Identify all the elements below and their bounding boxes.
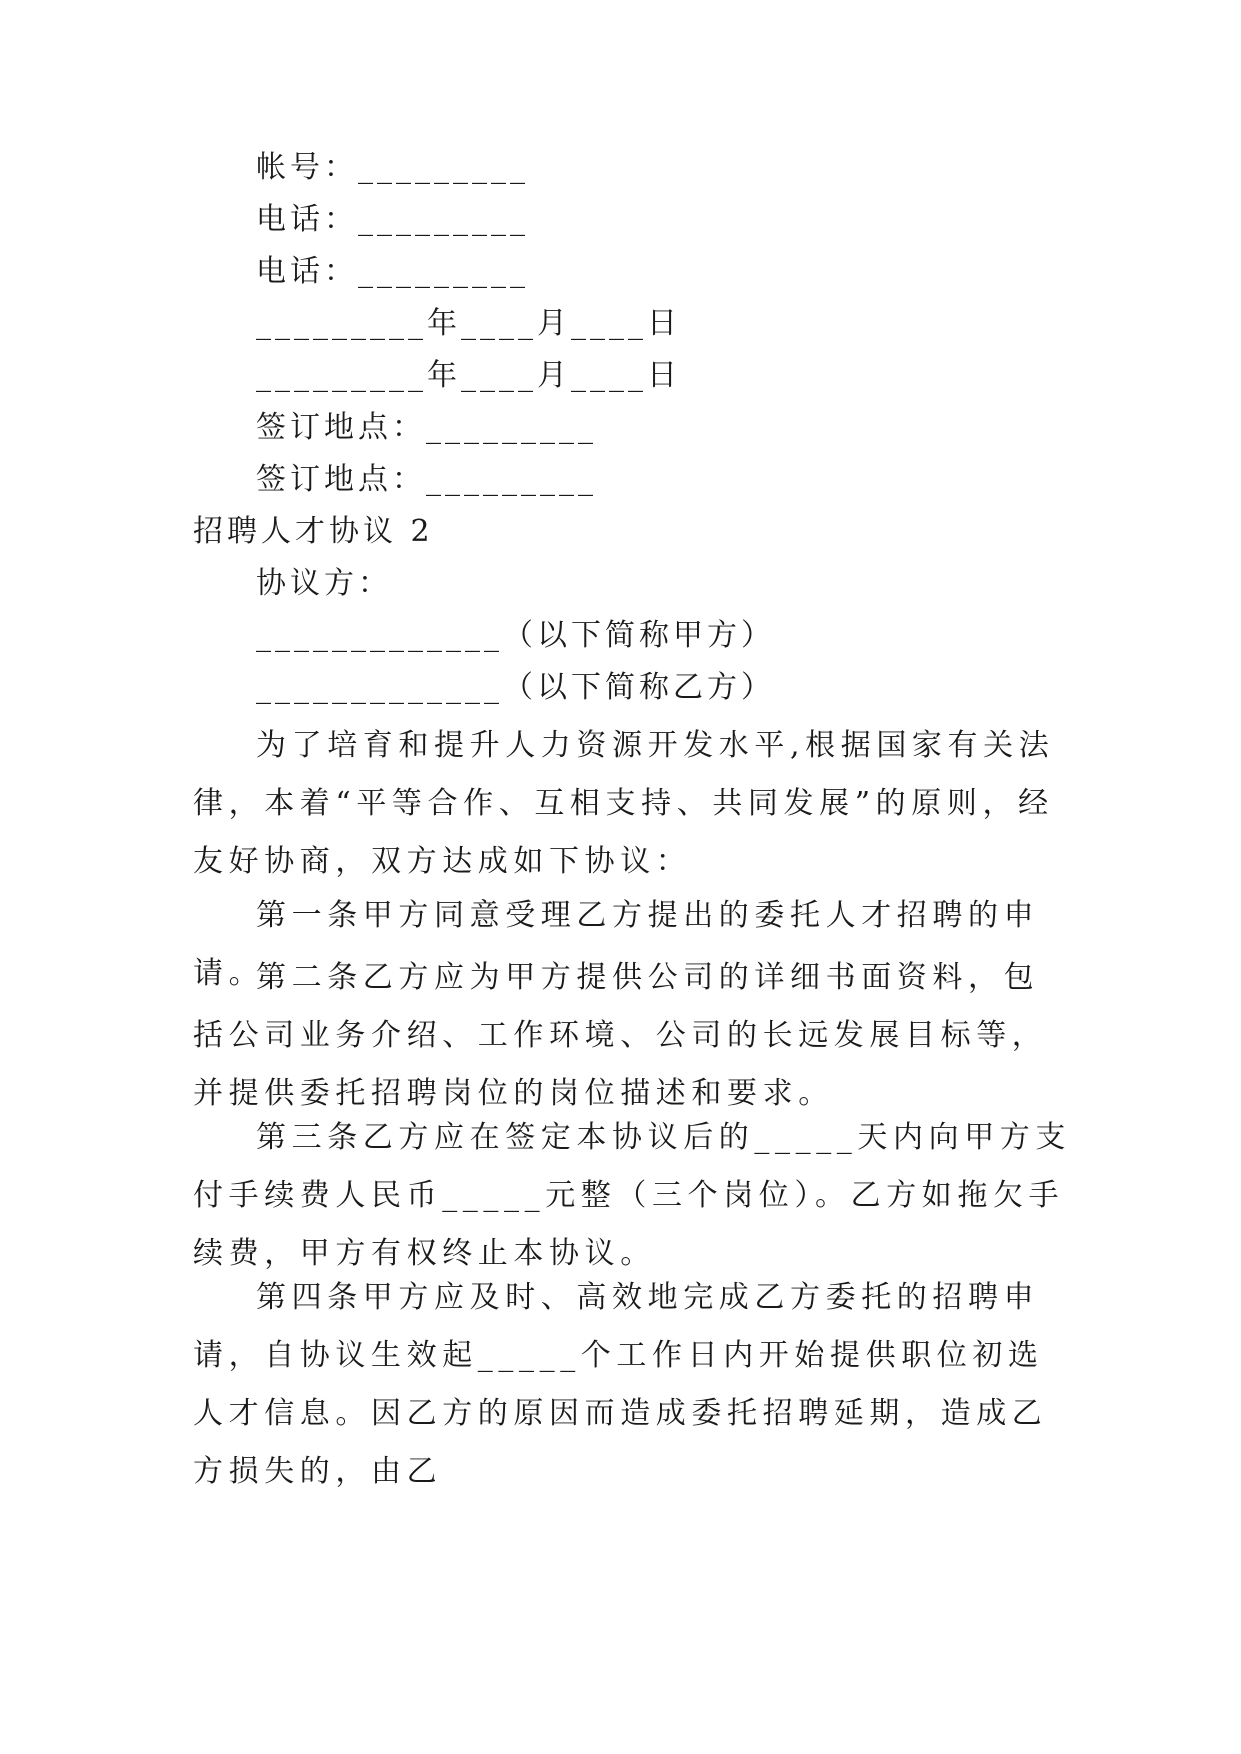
signing-place-field: 签订地点：_________	[256, 462, 597, 497]
party-b-line: _____________（以下简称乙方）	[256, 670, 775, 705]
phone-field: 电话：_________	[256, 254, 529, 289]
phone-field: 电话：_________	[256, 202, 529, 237]
party-a-line: _____________（以下简称甲方）	[256, 618, 775, 653]
date-field: _________年____月____日	[256, 358, 681, 393]
article-1: 第一条甲方同意受理乙方提出的委托人才招聘的申请。	[193, 898, 1040, 991]
article-2: 第二条乙方应为甲方提供公司的详细书面资料，包括公司业务介绍、工作环境、公司的长远发展目标等，并提供委托招聘岗位的岗位描述和要求。	[193, 960, 1048, 1111]
parties-label: 协议方：	[256, 566, 392, 601]
account-field: 帐号：_________	[256, 150, 529, 185]
date-field: _________年____月____日	[256, 306, 681, 341]
section-title: 招聘人才协议 2	[193, 514, 434, 549]
signing-place-field: 签订地点：_________	[256, 410, 597, 445]
intro-paragraph: 为了培育和提升人力资源开发水平,根据国家有关法律，本着“平等合作、互相支持、共同发展”的原则，经友好协商，双方达成如下协议：	[193, 728, 1055, 879]
article-4: 第四条甲方应及时、高效地完成乙方委托的招聘申请，自协议生效起_____个工作日内开始提供职位初选人才信息。因乙方的原因而造成委托招聘延期，造成乙方损失的，由乙	[193, 1280, 1048, 1489]
article-3: 第三条乙方应在签定本协议后的_____天内向甲方支付手续费人民币_____元整（三个岗位）。乙方如拖欠手续费，甲方有权终止本协议。	[193, 1120, 1071, 1271]
